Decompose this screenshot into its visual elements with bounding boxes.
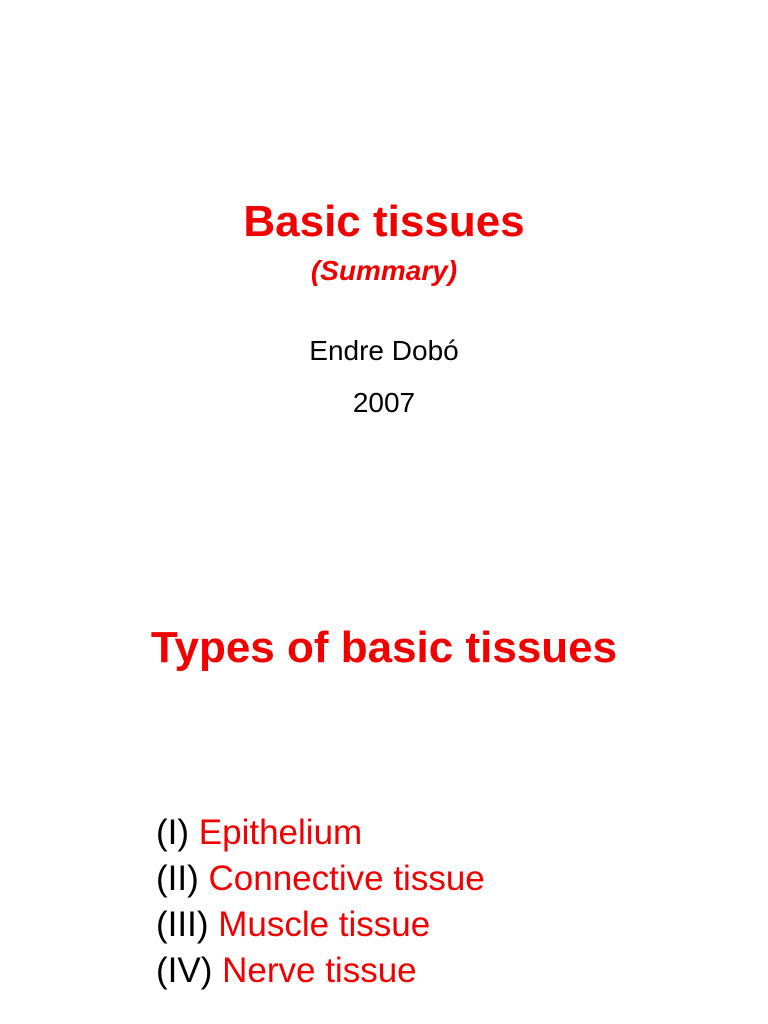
types-slide (0, 512, 768, 1024)
list-item (156, 948, 485, 994)
list-item-name: Muscle tissue (218, 905, 431, 944)
slide-title: Basic tissues (243, 197, 525, 246)
list-item-numeral: (IV) (156, 951, 213, 990)
slide-title: Types of basic tissues (150, 623, 618, 672)
list-item-name: Connective tissue (208, 859, 485, 898)
list-item-name: Epithelium (198, 813, 363, 852)
year-label: 2007 (352, 387, 416, 418)
slide-subtitle: (Summary) (310, 255, 458, 286)
list-item-numeral: (II) (156, 859, 199, 898)
tissue-list (156, 810, 485, 994)
list-item-numeral: (I) (156, 813, 190, 852)
list-item (156, 902, 485, 948)
author-name: Endre Dobó (309, 335, 459, 366)
list-item (156, 856, 485, 902)
list-item-numeral: (III) (156, 905, 209, 944)
list-item-name: Nerve tissue (222, 951, 417, 990)
list-item (156, 810, 485, 856)
